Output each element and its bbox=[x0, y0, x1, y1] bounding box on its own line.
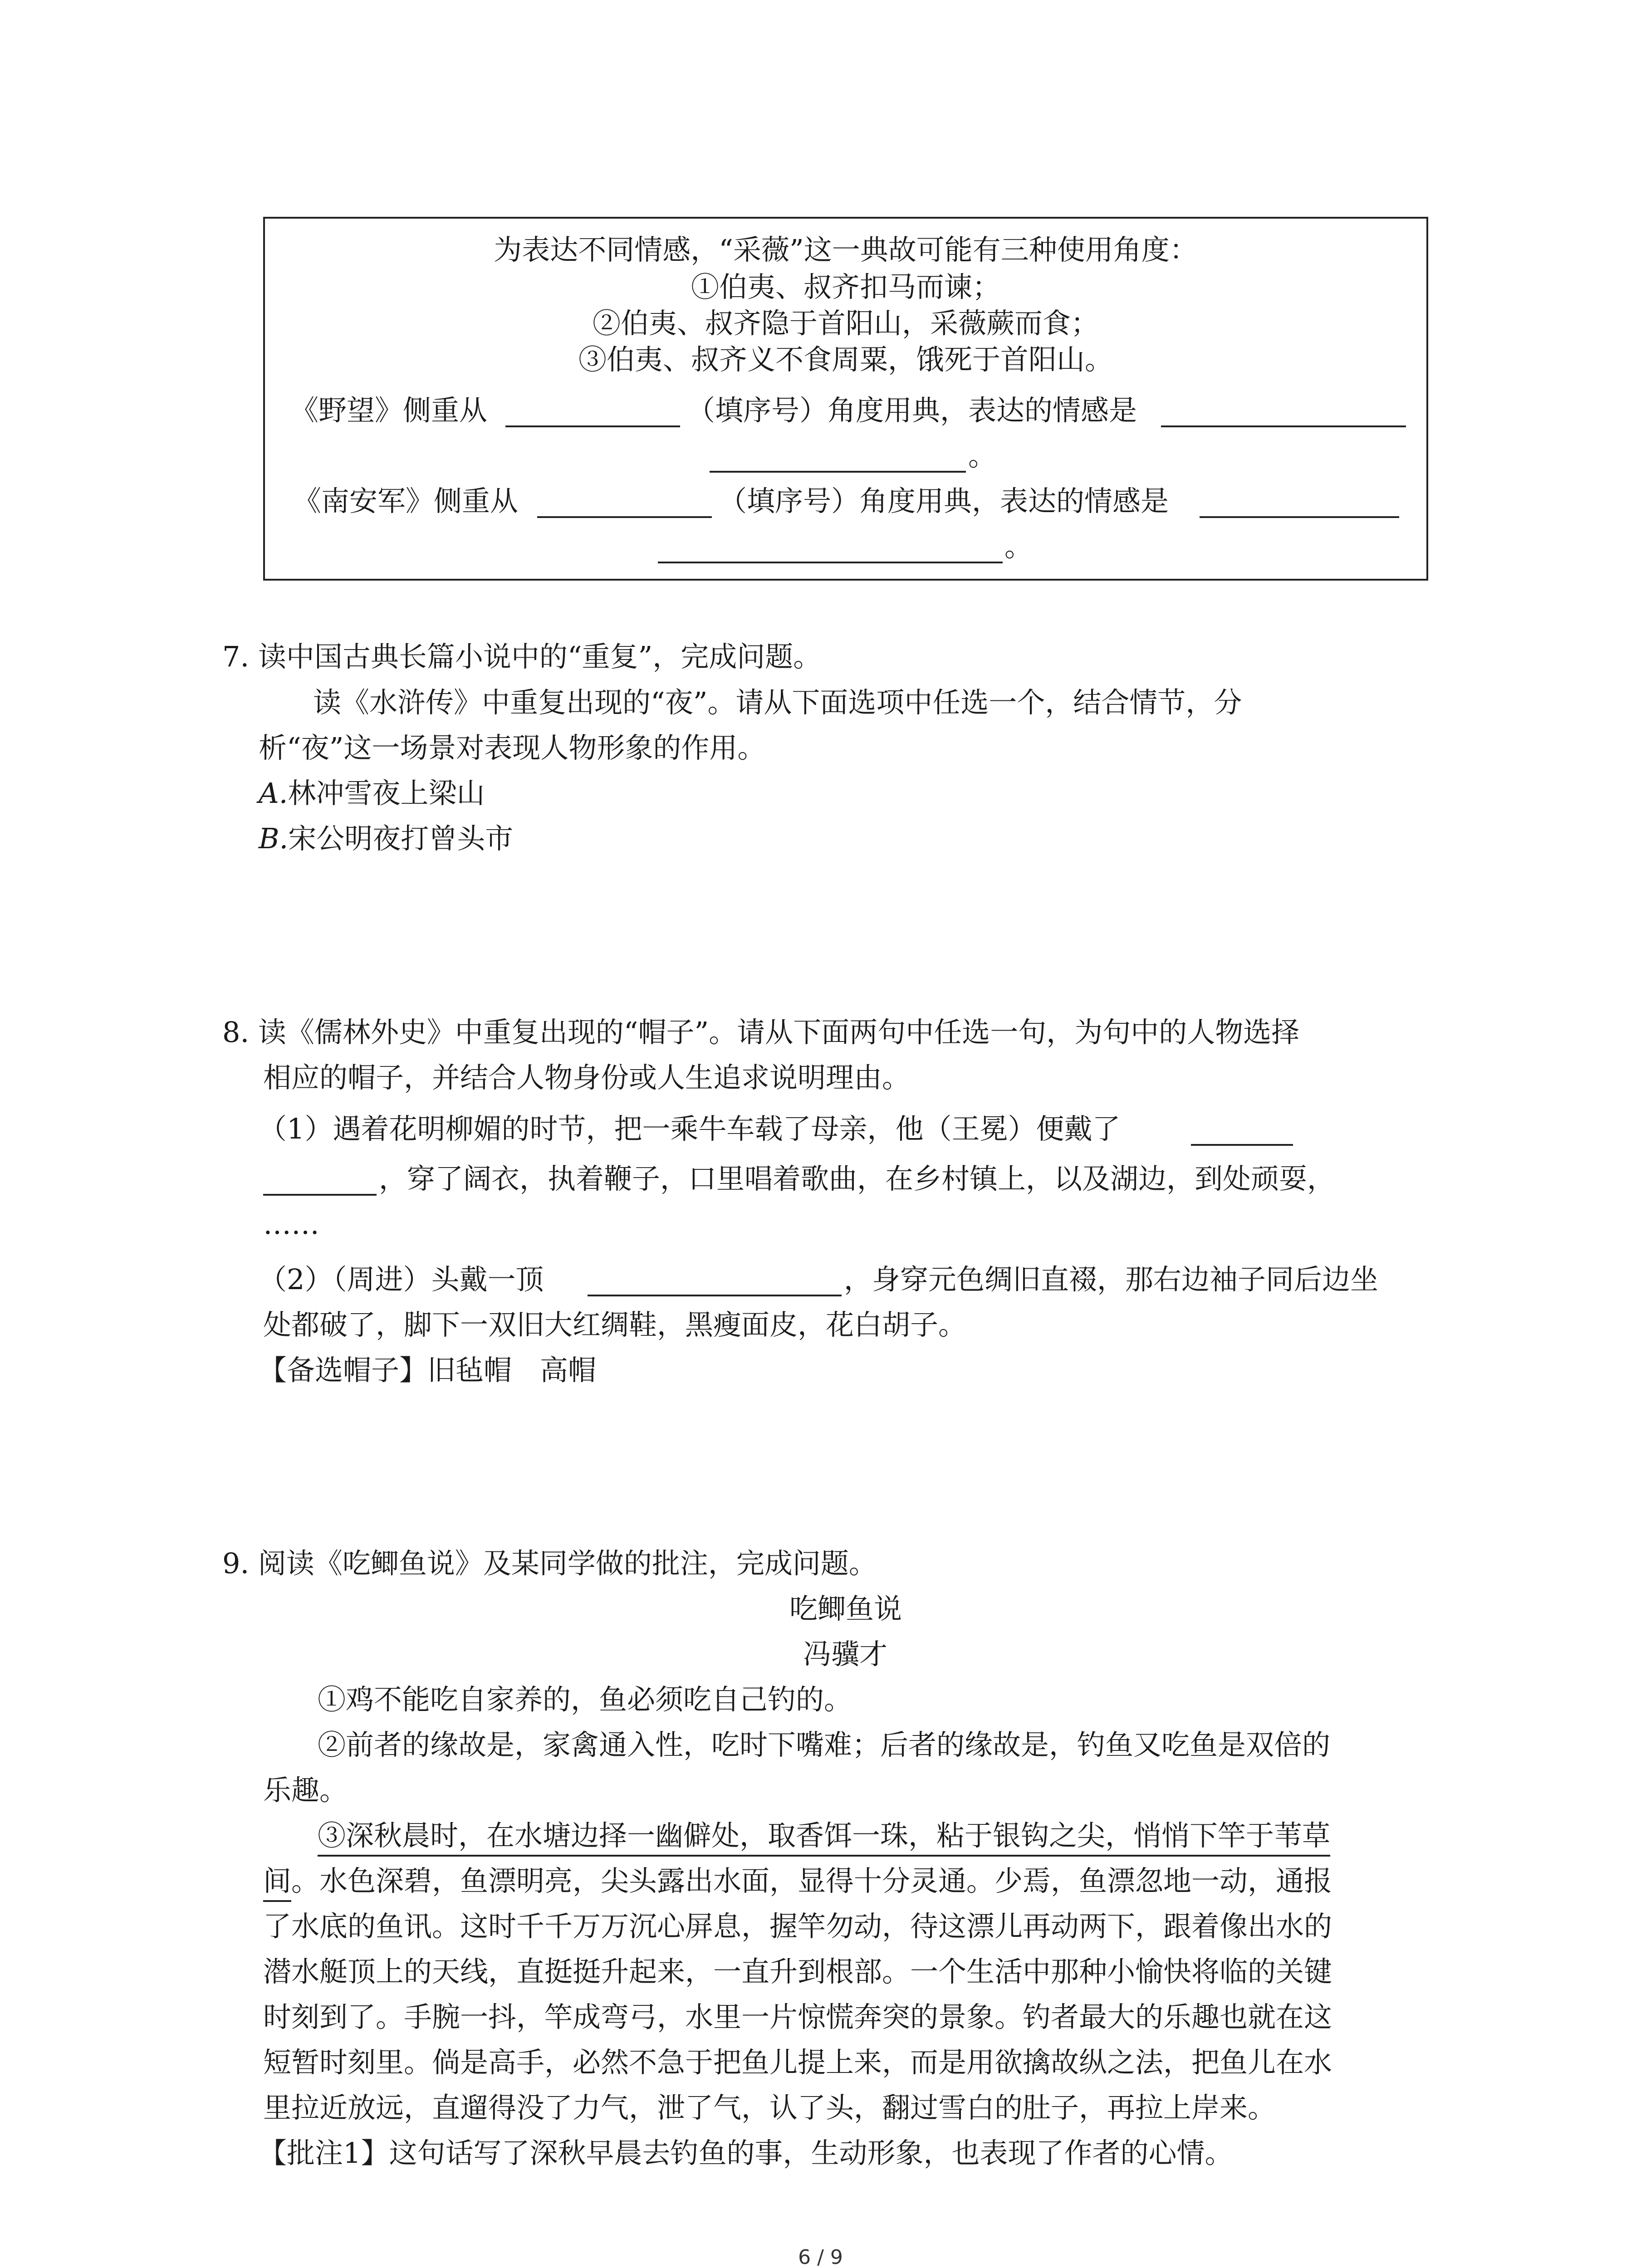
paragraph-3-line-3: 了水底的鱼讯。这时千千万万沉心屏息，握竿勿动，待这漂儿再动两下，跟着像出水的 bbox=[263, 1910, 1332, 1943]
yewang-period: 。 bbox=[968, 439, 997, 472]
yewang-blank-3[interactable] bbox=[710, 441, 966, 473]
box-intro: 为表达不同情感，“采薇”这一典故可能有三种使用角度： bbox=[494, 233, 1198, 266]
q7-option-b bbox=[259, 822, 514, 855]
annotation-1: 【批注1】这句话写了深秋早晨去钓鱼的事，生动形象，也表现了作者的心情。 bbox=[259, 2136, 1233, 2170]
paragraph-3-line-6: 短暂时刻里。倘是高手，必然不急于把鱼儿提上来，而是用欲擒故纵之法，把鱼儿在水 bbox=[263, 2046, 1332, 2079]
q8-blank-1[interactable] bbox=[1191, 1114, 1293, 1146]
q8-blank-3[interactable] bbox=[588, 1265, 842, 1296]
q7-line-1: 读《水浒传》中重复出现的“夜”。请从下面选项中任选一个，结合情节，分 bbox=[313, 686, 1242, 719]
q8-line-2: 相应的帽子，并结合人物身份或人生追求说明理由。 bbox=[263, 1061, 911, 1094]
yewang-label: 《野望》侧重从 bbox=[290, 394, 488, 427]
paragraph-3-line-2 bbox=[263, 1864, 1332, 1897]
annotated-sentence: ③深秋晨时，在水塘边择一幽僻处，取香饵一珠，粘于银钩之尖，悄悄下竿于苇草 bbox=[318, 1819, 1330, 1857]
paragraph-2-line-1: ②前者的缘故是，家禽通入性，吃时下嘴难；后者的缘故是，钓鱼又吃鱼是双倍的 bbox=[318, 1728, 1331, 1761]
q8-blank-2[interactable] bbox=[263, 1164, 377, 1196]
paragraph-3-line-1 bbox=[318, 1819, 1331, 1852]
paragraph-3-line-7: 里拉近放远，直遛得没了力气，泄了气，认了头，翻过雪白的肚子，再拉上岸来。 bbox=[263, 2091, 1276, 2124]
q8-sentence-2c: 处都破了，脚下一双旧大红绸鞋，黑瘦面皮，花白胡子。 bbox=[263, 1308, 967, 1341]
q8-sentence-1c: …… bbox=[263, 1207, 319, 1241]
q7-option-a bbox=[259, 777, 485, 810]
nananjun-prompt: （填序号）角度用典，表达的情感是 bbox=[719, 484, 1169, 518]
nananjun-period: 。 bbox=[1004, 530, 1033, 563]
yewang-prompt: （填序号）角度用典，表达的情感是 bbox=[687, 394, 1137, 427]
paragraph-2-line-2: 乐趣。 bbox=[263, 1774, 348, 1807]
paragraph-1: ①鸡不能吃自家养的，鱼必须吃自己钓的。 bbox=[318, 1683, 852, 1716]
q7-option-b-text: 宋公明夜打曾头市 bbox=[288, 822, 514, 855]
q7-option-b-letter: B. bbox=[259, 822, 289, 855]
yewang-blank-2[interactable] bbox=[1161, 396, 1406, 427]
essay-title: 吃鲫鱼说 bbox=[789, 1592, 902, 1625]
q7-option-a-letter: A. bbox=[259, 777, 288, 810]
yewang-blank-1[interactable] bbox=[505, 396, 680, 427]
box-option-2: ②伯夷、叔齐隐于首阳山，采薇蕨而食； bbox=[592, 307, 1099, 340]
allusion-box bbox=[263, 217, 1428, 581]
nananjun-label: 《南安军》侧重从 bbox=[293, 484, 519, 518]
q8-title: 8. 读《儒林外史》中重复出现的“帽子”。请从下面两句中任选一句，为句中的人物选择 bbox=[222, 1016, 1300, 1049]
q7-option-a-text: 林冲雪夜上梁山 bbox=[288, 777, 485, 810]
paragraph-3-line-4: 潜水艇顶上的天线，直挺挺升起来，一直升到根部。一个生活中那种小愉快将临的关键 bbox=[263, 1955, 1332, 1988]
q8-sentence-2a: （2）（周进）头戴一顶 bbox=[259, 1263, 544, 1296]
essay-author: 冯骥才 bbox=[803, 1637, 888, 1671]
paragraph-3-line-2-text: 。水色深碧，鱼漂明亮，尖头露出水面，显得十分灵通。少焉，鱼漂忽地一动，通报 bbox=[291, 1864, 1332, 1897]
box-option-3: ③伯夷、叔齐义不食周粟，饿死于首阳山。 bbox=[578, 343, 1113, 376]
annotated-sentence-end: 间 bbox=[263, 1864, 291, 1902]
q7-line-2: 析“夜”这一场景对表现人物形象的作用。 bbox=[259, 731, 766, 764]
q8-sentence-2b: ，身穿元色绸旧直裰，那右边袖子同后边坐 bbox=[844, 1263, 1379, 1296]
q8-sentence-1a: （1）遇着花明柳媚的时节，把一乘牛车载了母亲，他（王冕）便戴了 bbox=[259, 1112, 1121, 1145]
q9-title: 9. 阅读《吃鲫鱼说》及某同学做的批注，完成问题。 bbox=[222, 1547, 877, 1580]
paragraph-3-line-5: 时刻到了。手腕一抖，竿成弯弓，水里一片惊慌奔突的景象。钓者最大的乐趣也就在这 bbox=[263, 2000, 1332, 2033]
q8-sentence-1b: ，穿了阔衣，执着鞭子，口里唱着歌曲，在乡村镇上，以及湖边，到处顽耍， bbox=[379, 1162, 1336, 1195]
nananjun-blank-1[interactable] bbox=[537, 486, 712, 518]
q8-hat-options: 【备选帽子】旧毡帽 高帽 bbox=[259, 1354, 597, 1387]
q7-title: 7. 读中国古典长篇小说中的“重复”，完成问题。 bbox=[222, 640, 822, 673]
nananjun-blank-3[interactable] bbox=[658, 532, 1003, 563]
page-number: 6 / 9 bbox=[798, 2246, 843, 2268]
box-option-1: ①伯夷、叔齐扣马而谏； bbox=[691, 270, 1000, 303]
nananjun-blank-2[interactable] bbox=[1200, 486, 1399, 518]
